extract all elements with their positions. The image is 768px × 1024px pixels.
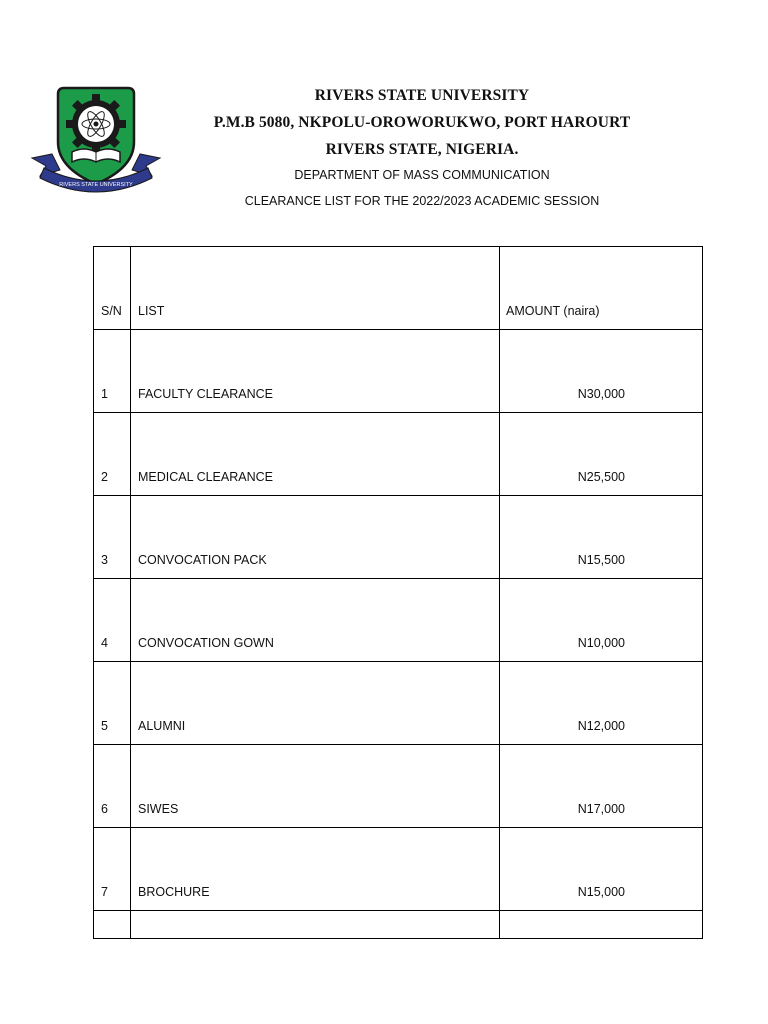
row-item: CONVOCATION GOWN — [131, 579, 500, 662]
row-amount: N25,500 — [500, 413, 703, 496]
row-item: FACULTY CLEARANCE — [131, 330, 500, 413]
table-blank-row — [94, 911, 703, 939]
university-name: RIVERS STATE UNIVERSITY — [314, 87, 530, 104]
row-item: MEDICAL CLEARANCE — [131, 413, 500, 496]
university-crest-icon — [30, 84, 162, 200]
row-amount: N15,500 — [500, 496, 703, 579]
row-item: BROCHURE — [131, 828, 500, 911]
blank-cell — [94, 911, 131, 939]
clearance-table — [93, 246, 703, 939]
header-sn: S/N — [94, 247, 131, 330]
row-amount: N12,000 — [500, 662, 703, 745]
table-row — [94, 828, 703, 911]
row-sn: 5 — [94, 662, 131, 745]
table-row — [94, 745, 703, 828]
row-sn: 3 — [94, 496, 131, 579]
address-line-2: RIVERS STATE, NIGERIA. — [325, 141, 519, 158]
department-name: DEPARTMENT OF MASS COMMUNICATION — [294, 168, 550, 182]
row-sn: 1 — [94, 330, 131, 413]
crest-ribbon-text: RIVERS STATE UNIVERSITY — [59, 182, 133, 188]
row-item: CONVOCATION PACK — [131, 496, 500, 579]
row-sn: 7 — [94, 828, 131, 911]
row-amount: N10,000 — [500, 579, 703, 662]
row-item: ALUMNI — [131, 662, 500, 745]
row-item: SIWES — [131, 745, 500, 828]
row-sn: 2 — [94, 413, 131, 496]
table-row — [94, 496, 703, 579]
table-header-row — [94, 247, 703, 330]
header-list: LIST — [131, 247, 500, 330]
row-amount: N17,000 — [500, 745, 703, 828]
table-row — [94, 413, 703, 496]
row-sn: 6 — [94, 745, 131, 828]
address-line-1: P.M.B 5080, NKPOLU-OROWORUKWO, PORT HAROURT — [213, 114, 631, 131]
table-row — [94, 579, 703, 662]
row-sn: 4 — [94, 579, 131, 662]
table-row — [94, 662, 703, 745]
row-amount: N15,000 — [500, 828, 703, 911]
blank-cell — [131, 911, 500, 939]
blank-cell — [500, 911, 703, 939]
session-title: CLEARANCE LIST FOR THE 2022/2023 ACADEMIC SESSION — [244, 194, 600, 208]
row-amount: N30,000 — [500, 330, 703, 413]
header-amount: AMOUNT (naira) — [500, 247, 703, 330]
table-row — [94, 330, 703, 413]
